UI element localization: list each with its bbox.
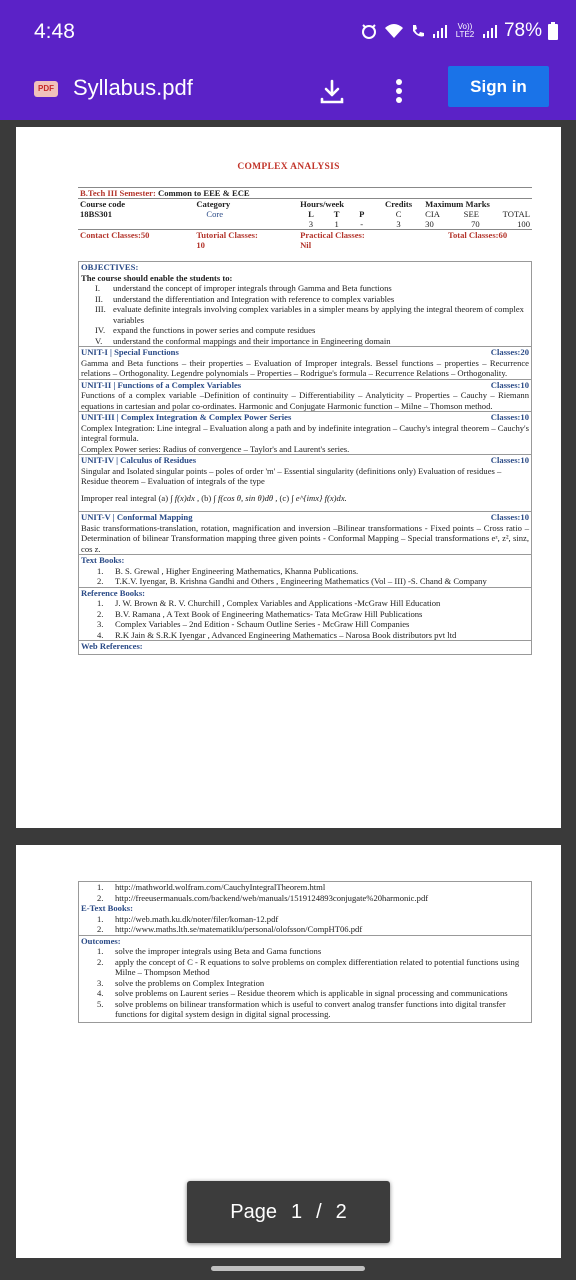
list-text: solve problems on Laurent series – Residue theorem which is applicable in signal processing and communications — [115, 988, 508, 998]
list-text: evaluate definite integrals involving complex variables in a simpler means by applying the integral theorem of complex variables — [113, 304, 524, 325]
list-text: solve problems on bilinear transformation which is useful to convert analog transfer functions into digital transfer functions for digital system design in digital signal processing. — [115, 998, 506, 1019]
list-item — [95, 283, 529, 294]
unit-classes: Classes:20 — [490, 347, 529, 357]
list-text: B.V. Ramana , A Text Book of Engineering Mathematics- Tata McGraw Hill Publications — [115, 608, 423, 619]
unit-2-body: Functions of a complex variable –Definition of continuity – Differentiability – Analyticity – Properties – Cauchy – Riemann equations in cartesian and polar co-ordinates. Harmonic and Conjugate Harmonic function – Milne – Thomson method. — [81, 390, 529, 411]
marks-values — [423, 219, 532, 230]
gesture-nav-bar[interactable] — [211, 1266, 365, 1271]
unit-2-header: UNIT-II | Functions of a Complex Variables Classes:10 — [81, 379, 529, 390]
outcomes-heading: Outcomes: — [79, 935, 531, 947]
list-num: II. — [95, 293, 103, 304]
objectives-list — [81, 283, 529, 346]
unit-label: UNIT-IV — [81, 455, 114, 465]
unit-4-body: Singular and Isolated singular points – poles of order 'm' – Essential singularity (definitions only) Evaluation of residues – Residue theorem – Evaluation of integrals of the type — [81, 465, 502, 486]
list-text: apply the concept of C - R equations to solve problems on complex differentiation related to potential functions using Milne – Thompson Method — [115, 956, 520, 977]
hours-label: Hours/week — [300, 199, 345, 209]
list-text: expand the functions in power series and compute residues — [113, 325, 316, 335]
web-references-list — [81, 882, 529, 903]
web-link[interactable]: http://www.maths.lth.se/matematiklu/personal/olofsson/CompHT06.pdf — [115, 924, 363, 934]
alarm-icon — [360, 22, 378, 40]
list-item — [97, 914, 529, 925]
list-text: solve the improper integrals using Beta and Gama functions — [115, 946, 322, 956]
list-item — [97, 609, 529, 620]
list-item — [97, 946, 529, 957]
integral-b-label: (b) — [201, 492, 212, 503]
objectives-heading: OBJECTIVES: — [81, 262, 139, 272]
list-num: 3. — [97, 619, 104, 629]
list-item — [95, 304, 529, 325]
unit-5-body: Basic transformations-translation, rotation, magnification and inversion –Bilinear transformations - Fixed points – Cross ratio – Determination of bilinear Transformation mapping three given points - Conformal Mapping – Special transformations eᶻ, z², sinz, cos z. — [81, 522, 529, 554]
wifi-icon — [384, 23, 404, 39]
hours-p-value: - — [360, 219, 364, 229]
unit-label: UNIT-V — [81, 512, 111, 522]
list-num: 5. — [97, 998, 104, 1009]
unit-4-header: UNIT-IV | Calculus of Residues Classes:10 — [81, 455, 529, 465]
see-value: 70 — [471, 219, 480, 229]
list-item — [97, 566, 529, 577]
list-item — [97, 598, 529, 609]
current-page: 1 — [290, 1200, 303, 1223]
list-num: 2. — [97, 956, 104, 967]
list-num: 2. — [97, 576, 104, 586]
list-item — [97, 924, 529, 935]
list-item — [97, 978, 529, 989]
tutorial-classes — [194, 230, 298, 251]
integral-intro: Improper real integral (a) — [81, 492, 169, 503]
category-label: Category — [196, 199, 231, 209]
list-item — [97, 576, 529, 587]
hours-t-value: 1 — [334, 219, 339, 229]
unit-name: Functions of a Complex Variables — [117, 379, 242, 390]
list-num: 2. — [97, 892, 104, 903]
course-code-label: Course code — [80, 199, 126, 209]
sign-in-button[interactable]: Sign in — [448, 66, 549, 107]
list-text: understand the differentiation and Integration with reference to complex variables — [113, 293, 395, 304]
syllabus-body-continued — [78, 881, 532, 1023]
credits-value: 3 — [396, 219, 401, 229]
web-references-heading: Web References: — [79, 640, 531, 654]
etext-list — [81, 914, 529, 935]
total-classes: Total Classes:60 — [448, 230, 508, 240]
tutorial-label: Tutorial Classes: — [196, 230, 258, 240]
unit-3-header: UNIT-III | Complex Integration & Complex Power Series Classes:10 — [81, 412, 529, 422]
list-text: J. W. Brown & R. V. Churchill , Complex Variables and Applications -McGraw Hill Education — [115, 598, 441, 608]
list-num: 4. — [97, 988, 104, 998]
list-num: I. — [95, 283, 101, 293]
unit-5-header: UNIT-V | Conformal Mapping Classes:10 — [81, 512, 529, 522]
download-icon — [314, 73, 350, 109]
course-code: 18BS301 — [80, 209, 112, 219]
unit-name: Calculus of Residues — [120, 455, 197, 465]
more-options-button[interactable] — [388, 73, 410, 109]
unit-classes: Classes:10 — [490, 379, 529, 390]
course-info-table — [78, 187, 532, 250]
list-item — [95, 294, 529, 305]
list-item — [97, 957, 529, 978]
list-text: solve the problems on Complex Integration — [115, 977, 265, 988]
list-item — [97, 619, 529, 630]
battery-icon — [548, 22, 558, 40]
semester-value: Common to EEE & ECE — [157, 188, 250, 198]
list-num: III. — [95, 304, 106, 314]
total-pages: 2 — [335, 1200, 347, 1223]
integral-b: ∫ f(cos θ, sin θ)dθ , — [213, 492, 278, 503]
integral-c: ∫ e^{imx} f(x)dx. — [291, 492, 347, 503]
list-item — [97, 882, 529, 893]
unit-name: Conformal Mapping — [116, 512, 193, 522]
hours-p: P — [359, 209, 365, 219]
page-label: Page — [230, 1200, 277, 1223]
status-icons — [360, 20, 558, 42]
list-num: IV. — [95, 325, 106, 335]
web-link[interactable]: http://freeusermanuals.com/backend/web/manuals/1519124893conjugate%20harmonic.pdf — [115, 892, 429, 903]
list-item — [97, 630, 529, 641]
unit-1-body: Gamma and Beta functions – their properties – Evaluation of Improper integrals. Bessel functions – properties – Recurrence relations – Orthogonality. Legendre polynomials – Properties – Rodrigue's formula – Recurrence Relations – Orthogonality. — [81, 357, 529, 378]
unit-classes: Classes:10 — [490, 455, 529, 465]
list-num: 1. — [97, 946, 104, 956]
credits-label: Credits — [385, 199, 413, 209]
lte-indicator: Vo)) LTE2 — [455, 22, 475, 39]
unit-3-body-2: Complex Power series: Radius of convergence – Taylor's and Laurent's series. — [81, 443, 350, 454]
unit-label: UNIT-II — [81, 379, 112, 390]
page-separator: / — [316, 1200, 322, 1223]
page-indicator — [187, 1181, 390, 1243]
total-label: TOTAL — [502, 209, 530, 219]
unit-label: UNIT-III — [81, 412, 115, 422]
list-item — [97, 988, 529, 999]
list-text: B. S. Grewal , Higher Engineering Mathematics, Khanna Publications. — [115, 565, 359, 576]
list-num: 3. — [97, 977, 104, 988]
practical-value: Nil — [300, 240, 312, 250]
unit-1-header: UNIT-I | Special Functions Classes:20 — [81, 347, 529, 357]
cia-label: CIA — [425, 209, 440, 219]
list-text: R.K Jain & S.R.K Iyengar , Advanced Engineering Mathematics – Narosa Book distributors pvt ltd — [115, 629, 457, 640]
download-button[interactable] — [314, 73, 350, 109]
status-time: 4:48 — [34, 20, 75, 43]
call-icon — [410, 23, 426, 39]
list-item — [95, 336, 529, 347]
pdf-page-1 — [16, 127, 561, 828]
cia-value: 30 — [425, 219, 434, 229]
unit-3-body-1: Complex Integration: Line integral – Evaluation along a path and by indefinite integration – Cauchy's integral theorem – Cauchy's integral formula. — [81, 422, 529, 443]
hours-t: T — [333, 209, 340, 219]
max-marks-label: Maximum Marks — [425, 199, 490, 209]
doc-title: COMPLEX ANALYSIS — [237, 162, 340, 172]
list-text: understand the conformal mappings and their importance in Engineering domain — [113, 335, 391, 346]
list-num: 1. — [97, 913, 104, 924]
list-item — [97, 999, 529, 1020]
status-bar — [0, 0, 576, 60]
list-text: understand the concept of improper integrals through Gamma and Beta functions — [113, 283, 392, 293]
objectives-intro: The course should enable the students to: — [81, 272, 233, 283]
reference-books-list — [81, 598, 529, 640]
app-bar — [0, 60, 576, 120]
total-value: 100 — [517, 219, 530, 229]
semester-label: B.Tech III Semester: — [80, 188, 156, 198]
see-label: SEE — [463, 209, 479, 219]
list-text: T.K.V. Iyengar, B. Krishna Gandhi and Others , Engineering Mathematics (Vol – III) -S. Chand & Company — [115, 576, 487, 586]
unit-label: UNIT-I — [81, 347, 108, 357]
file-title: Syllabus.pdf — [73, 75, 193, 100]
list-item — [95, 325, 529, 336]
text-books-heading: Text Books: — [79, 554, 531, 566]
unit-4-integrals — [81, 487, 529, 512]
syllabus-body — [78, 261, 532, 655]
hours-l-value: 3 — [308, 219, 314, 229]
reference-books-heading: Reference Books: — [79, 587, 531, 599]
more-vert-icon — [388, 73, 410, 109]
category: Core — [206, 209, 224, 219]
unit-name: Special Functions — [114, 347, 179, 357]
signal-icon — [432, 23, 448, 39]
integral-a: ∫ f(x)dx , — [170, 492, 200, 503]
outcomes-list — [81, 946, 529, 1022]
list-text: Complex Variables – 2nd Edition - Schaum Outline Series - McGraw Hill Companies — [115, 619, 410, 629]
unit-classes: Classes:10 — [490, 512, 529, 522]
list-num: 4. — [97, 629, 104, 640]
pdf-file-icon: PDF — [34, 81, 58, 97]
web-link[interactable]: http://mathworld.wolfram.com/CauchyIntegralTheorem.html — [115, 882, 326, 892]
tutorial-value: 10 — [196, 240, 205, 250]
list-num: 1. — [97, 882, 104, 892]
battery-percent: 78% — [503, 20, 542, 41]
list-num: 2. — [97, 924, 104, 934]
integral-c-label: (c) — [279, 492, 290, 503]
marks-heads — [423, 209, 532, 219]
web-link[interactable]: http://web.math.ku.dk/noter/filer/koman-12.pdf — [115, 913, 279, 924]
list-num: V. — [95, 335, 103, 346]
list-num: 1. — [97, 598, 104, 608]
list-num: 1. — [97, 565, 104, 576]
credits-c: C — [395, 209, 402, 219]
unit-classes: Classes:10 — [490, 412, 529, 422]
text-books-list — [81, 566, 529, 587]
hours-l: L — [308, 209, 314, 219]
practical-label: Practical Classes: — [300, 230, 365, 240]
list-item — [97, 893, 529, 904]
etext-heading: E-Text Books: — [81, 903, 133, 913]
signal-icon-2 — [482, 23, 498, 39]
unit-name: Complex Integration & Complex Power Series — [120, 412, 292, 422]
contact-classes: Contact Classes:50 — [80, 230, 150, 240]
practical-classes — [298, 230, 423, 251]
list-num: 2. — [97, 608, 104, 619]
